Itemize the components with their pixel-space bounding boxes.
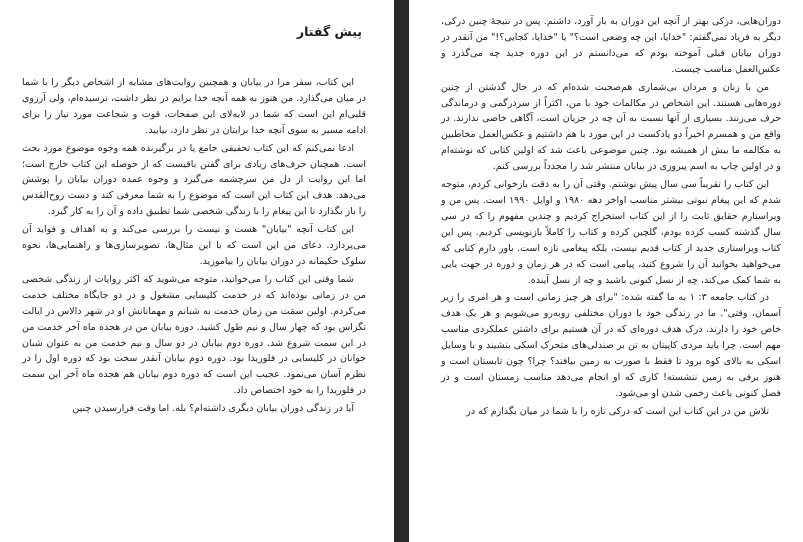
paragraph: من با زنان و مردان بی‌شماری هم‌صحبت شده‌ام که در حال گذشتن از چنین دوره‌هایی هستند. این اشخاص در مکالمات خود با من، اکثراً از سردرگمی و درماندگی حرف می‌زنند. بسیاری از آنها نسبت به آن چه در جریان است، آگاهی خاصی ندارند. در واقع من و همسرم اخیراً دو پادکست در این مورد با هم داشتیم و عکس‌العمل مخاطبین به مکالمه ما بیش از همیشه بود. چنین موضوعی باعث شد که اولین کتابی که نوشته‌ام و در اولین چاپ به اسم پیروزی در بیابان منتشر شد را مجدداً بررسی کنم. xyxy=(441,81,781,173)
paragraph: دوران‌هایی، درکی بهتر از آنچه این دوران به بار آورد، داشتم. پس در نتیجهٔ چنین درکی، دیگر به فریاد نمی‌گفتم: "خدایا، این چه وضعی است؟" یا "خدایا، کجایی؟!" من آنقدر در دوران بیابان قبلی آموخته بودم که می‌دانستم در این دوره جدید چه می‌گذرد و عکس‌العمل مناسب چیست. xyxy=(441,16,781,75)
paragraph: شما وقتی این کتاب را می‌خوانید، متوجه می‌شوید که اکثر روایات از زندگی شخصی من در زمانی بوده‌اند که در خدمت کلیسایی مشغول و در دو جایگاه مختلف خدمت می‌کردم. اولین سمَت من زمان خدمت به شبانم و مهمانانش او در شهر دالاس در ایالت تگزاس بود که چهار سال و نیم طول کشید. دوره بیابان من در هجده ماه آخر خدمت من در این سمت شروع شد. دوره دوم بیابان در دو سال و نیم خدمت من به عنوان شبان جوانان در کلیسایی در فلوریدا بود. دوره دوم بیابان آنقدر سخت بود که دوره اول را در نظرم آسان می‌نمود. عجیب این است که دوره دوم بیابان هم هجده ماه آخر این سمت در فلوریدا را به خود اختصاص داد. xyxy=(22,273,366,397)
paragraph: تلاش من در این کتاب این است که درکی تازه را با شما در میان بگذارم که در xyxy=(466,405,769,417)
paragraph: ادعا نمی‌کنم که این کتاب تحقیقی جامع یا در برگیرنده همه وجوه موضوع مورد بحث است. همچنان حرف‌های زیادی برای گفتن باقیست که از حوصله این کتاب خارج است؛ اما این روایت از دل من سرچشمه می‌گیرد و وجوه عمده دوران بیابان را پوشش می‌دهد. هدف این کتاب این است که موضوع را به شما معرفی کند و دست روح‌القدس را باز بگذارد تا این پیغام را با زندگی شخصی شما تطبیق داده و آن را به کار گیرد. xyxy=(22,142,366,218)
paragraph: این کتاب، سفر مرا در بیابان و همچنین روایت‌های مشابه از اشخاص دیگر را با شما در میان می‌گذارد. من هنوز به همه آنچه خدا برایم در نظر داشت، نرسیده‌ام، ولی آرزوی قلبی‌ام این است که شما در لابه‌لای این صفحات، قوت و شجاعت مورد نیاز را برای ادامه مسیر به سوی آنچه خدا برایتان در نظر دارد، بیابید. xyxy=(22,77,366,136)
paragraph: این کتاب را تقریباً سی سال پیش نوشتم. وقتی آن را به دقت بازخوانی کردم، متوجه شدم که این پیغام نبوتی بیشتر مناسب اواخر دهه ۱۹۸۰ و اوایل ۱۹۹۰ است. پس من و ویراستارم حقایق ثابت را از این کتاب استخراج کردیم و چندین مفهوم را که در سی سال گذشته کسب کرده بودم، گلچین کرده و کتاب را کاملاً بازنویسی کردیم. پس این کتاب ویراستاری جدید از کتاب قدیم نیست، بلکه پیغامی تازه است. باور دارم کتابی که می‌خواهید بخوانید آن را شروع کنید، پیامی است که در هر زمان و دوره در جهت یابی به شما کمک می‌کند، چه از نسل کنونی باشید و چه از نسل آینده. xyxy=(441,179,781,286)
right-page xyxy=(409,0,803,542)
left-page xyxy=(0,0,394,542)
paragraph: این کتاب آنچه "بیابان" هست و نیست را بررسی می‌کند و به اهداف و فواید آن می‌پردازد. دعای من این است که با این مثال‌ها، تصویرسازی‌ها و راهنمایی‌ها، نحوه سلوک حکیمانه در دوران بیابان را بیاموزید. xyxy=(22,224,366,267)
page-title: پیش گفتار xyxy=(296,24,362,39)
paragraph: آیا در زندگی دوران بیابان دیگری داشته‌ام؟ بله. اما وقت فرارسیدن چنین xyxy=(72,403,354,415)
paragraph: در کتاب جامعه ۳: ۱ به ما گفته شده: "برای هر چیز زمانی است و هر امری را زیر آسمان، وقتی". ما در زندگی خود با دوران مختلفی روبه‌رو می‌شویم و هر یک هدف خاص خود را دارند. درک هدف دوره‌ای که در آن هستیم برای داشتن عملکردی مناسب مهم است. چرا باید مردی کاپیتان به تن بر صندلی‌های متحرک اسکی بنشیند و با وسایل اسکی به بالای کوه برود تا فقط با صورت به زمین بیافتد؟ چرا؟ چون تابستان است و هنوز برفی به زمین ننشسته! کاری که او انجام می‌دهد مناسب زمستان است و در فصل کنونی باعث زخمی شدن او می‌شود. xyxy=(441,292,781,399)
